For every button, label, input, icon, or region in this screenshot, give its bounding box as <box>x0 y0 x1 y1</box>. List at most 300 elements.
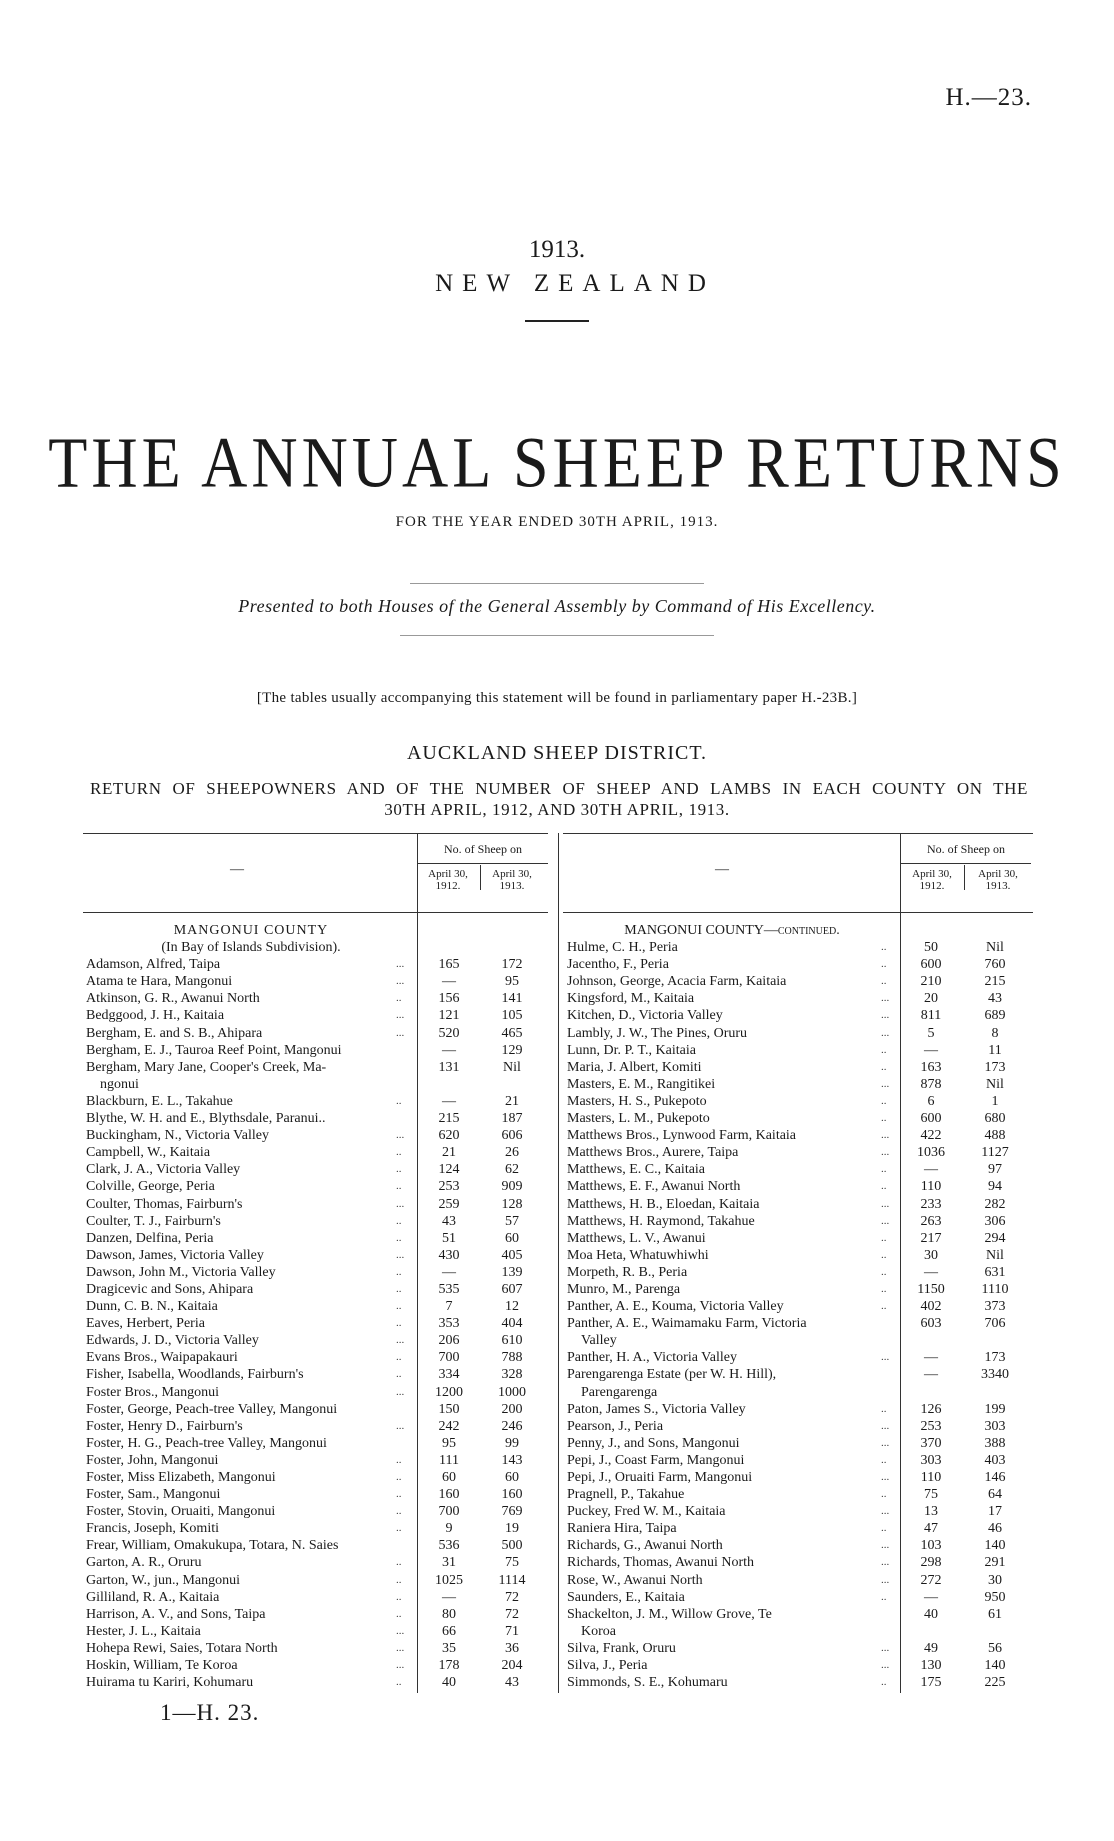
leader-dots: .. <box>396 1590 402 1603</box>
count-1912: 156 <box>438 991 460 1007</box>
table-row <box>86 1264 546 1281</box>
table-row <box>567 1640 1033 1657</box>
table-row <box>86 973 546 990</box>
owner-name: Panther, H. A., Victoria Valley <box>567 1350 737 1366</box>
table-row <box>567 1623 1033 1640</box>
leader-dots: .. <box>396 1368 402 1381</box>
owner-name: Dragicevic and Sons, Ahipara <box>86 1281 254 1297</box>
count-1912: 50 <box>924 940 938 956</box>
owner-name: Silva, Frank, Oruru <box>567 1640 676 1656</box>
note: [The tables usually accompanying this statement will be found in parliamentary paper H.-23B.] <box>256 690 858 706</box>
table-row <box>86 1315 546 1332</box>
leader-dots: ... <box>396 1385 405 1398</box>
count-1912: 80 <box>442 1606 456 1622</box>
owner-name: Saunders, E., Kaitaia <box>567 1589 685 1605</box>
owner-name: Danzen, Delfina, Peria <box>86 1230 214 1246</box>
group-header: No. of Sheep on <box>927 842 1005 856</box>
leader-dots: .. <box>396 1522 402 1535</box>
owner-name: Lunn, Dr. P. T., Kaitaia <box>567 1042 696 1058</box>
count-1912: 620 <box>438 1128 460 1144</box>
table-row <box>567 1025 1033 1042</box>
leader-dots: .. <box>881 1163 887 1176</box>
count-1913: 788 <box>501 1350 523 1366</box>
count-1913: 56 <box>988 1640 1002 1656</box>
count-1913: 57 <box>505 1213 519 1229</box>
count-1913: 61 <box>988 1606 1002 1622</box>
leader-dots: .. <box>396 1471 402 1483</box>
count-1913: 62 <box>505 1162 519 1178</box>
leader-dots: .. <box>396 1214 402 1227</box>
leader-dots: ... <box>396 1641 405 1654</box>
table-top-rule <box>563 833 1033 834</box>
table-row <box>567 1657 1033 1674</box>
table-row <box>567 1315 1033 1332</box>
count-1913: 60 <box>505 1230 519 1246</box>
count-1912: — <box>442 1264 456 1280</box>
count-1913: 607 <box>501 1281 523 1297</box>
owner-name: Parengarenga Estate (per W. H. Hill), <box>567 1367 777 1383</box>
owner-name: Dawson, John M., Victoria Valley <box>86 1264 276 1280</box>
count-1913: Nil <box>986 1247 1004 1263</box>
table-header-dash: — <box>715 862 729 877</box>
owner-name: Eaves, Herbert, Peria <box>86 1316 205 1332</box>
leader-dots: ... <box>881 1573 890 1586</box>
count-1913: 11 <box>988 1042 1002 1058</box>
owner-name: Bedggood, J. H., Kaitaia <box>86 1008 225 1024</box>
leader-dots: .. <box>396 1676 402 1689</box>
table-row <box>567 1537 1033 1554</box>
count-1912: 298 <box>920 1555 942 1571</box>
table-row <box>567 1674 1033 1691</box>
count-1913: 60 <box>505 1470 519 1485</box>
owner-name: Campbell, W., Kaitaia <box>86 1145 211 1161</box>
count-1913: 610 <box>501 1333 523 1349</box>
count-1912: 700 <box>438 1504 460 1520</box>
leader-dots: .. <box>396 1163 402 1176</box>
page-title: THE ANNUAL SHEEP RETURNS <box>48 422 1066 503</box>
count-1913: 19 <box>505 1521 519 1537</box>
owner-name: Silva, J., Peria <box>567 1658 648 1674</box>
owner-name: Evans Bros., Waipapakauri <box>86 1350 238 1366</box>
count-1912: 121 <box>438 1008 460 1024</box>
count-1913: 403 <box>984 1452 1006 1468</box>
table-row <box>86 1537 546 1554</box>
count-1913: 95 <box>505 974 519 990</box>
count-1913: 72 <box>505 1606 519 1622</box>
table-header-rule <box>83 912 548 913</box>
table-row <box>567 1503 1033 1520</box>
owner-name: Bergham, E. J., Tauroa Reef Point, Mangonui <box>86 1042 342 1058</box>
owner-name: Munro, M., Parenga <box>567 1281 681 1297</box>
table-row <box>86 1349 546 1366</box>
count-1913: 1127 <box>981 1145 1009 1161</box>
count-1912: 13 <box>924 1504 938 1520</box>
owner-name: Foster, H. G., Peach-tree Valley, Mangonui <box>86 1435 327 1451</box>
leader-dots: ... <box>881 1556 890 1569</box>
leader-dots: ... <box>881 1009 890 1022</box>
leader-dots: ... <box>396 1419 405 1432</box>
count-1913: 1114 <box>498 1572 526 1588</box>
table-row <box>567 1589 1033 1606</box>
leader-dots: .. <box>881 1265 887 1278</box>
leader-dots: ... <box>881 1641 890 1654</box>
owner-name: Clark, J. A., Victoria Valley <box>86 1162 241 1178</box>
owner-name: Bergham, E. and S. B., Ahipara <box>86 1025 263 1041</box>
leader-dots: ... <box>881 1436 890 1449</box>
table-row <box>86 1093 546 1110</box>
table-row <box>567 1435 1033 1452</box>
leader-dots: .. <box>881 1112 887 1125</box>
owner-name: Blackburn, E. L., Takahue <box>86 1093 233 1109</box>
leader-dots: ... <box>396 1659 405 1672</box>
owner-name: Fisher, Isabella, Woodlands, Fairburn's <box>86 1367 304 1383</box>
owner-name: Foster, Miss Elizabeth, Mangonui <box>86 1470 276 1485</box>
count-1912: — <box>924 1367 938 1383</box>
owner-name: Raniera Hira, Taipa <box>567 1521 677 1537</box>
count-1913: 282 <box>984 1196 1006 1212</box>
table-row <box>567 939 1033 956</box>
table-row <box>86 1486 546 1503</box>
leader-dots: .. <box>396 1180 402 1193</box>
owner-name: Atama te Hara, Mangonui <box>86 974 233 990</box>
section-heading <box>567 922 1033 939</box>
leader-dots: ... <box>396 1026 405 1039</box>
count-1912: 215 <box>438 1111 460 1127</box>
count-1912: 35 <box>442 1640 456 1656</box>
owner-name: Johnson, George, Acacia Farm, Kaitaia <box>567 974 787 990</box>
count-1913: 160 <box>501 1487 523 1503</box>
leader-dots: .. <box>396 1282 402 1295</box>
count-1913: 246 <box>501 1418 523 1434</box>
count-1913: 173 <box>984 1350 1006 1366</box>
count-1913: 294 <box>984 1230 1006 1246</box>
count-1913: 769 <box>501 1504 523 1520</box>
count-1913: 146 <box>984 1470 1006 1485</box>
leader-dots: .. <box>881 1522 887 1535</box>
count-1912: 5 <box>927 1025 935 1041</box>
count-1912: 163 <box>920 1059 942 1075</box>
table-row <box>567 1247 1033 1264</box>
table-row <box>86 1384 546 1401</box>
owner-name: Francis, Joseph, Komiti <box>86 1521 219 1537</box>
table-row <box>86 1520 546 1537</box>
table-row <box>86 1076 546 1093</box>
owner-name: Buckingham, N., Victoria Valley <box>86 1128 269 1144</box>
count-1912: 206 <box>438 1333 460 1349</box>
leader-dots: ... <box>396 1248 405 1261</box>
count-1912: 40 <box>924 1606 938 1622</box>
leader-dots: .. <box>396 1488 402 1501</box>
leader-dots: .. <box>881 1453 887 1466</box>
owner-name: Shackelton, J. M., Willow Grove, Te <box>567 1606 772 1622</box>
leader-dots: ... <box>881 1659 890 1672</box>
table-row <box>567 1281 1033 1298</box>
count-1912: — <box>924 1264 938 1280</box>
leader-dots: .. <box>396 1351 402 1364</box>
count-1913: Nil <box>503 1059 521 1075</box>
count-1913: 328 <box>501 1367 523 1383</box>
table-row <box>567 990 1033 1007</box>
count-1912: 47 <box>924 1521 938 1537</box>
table-row <box>86 1298 546 1315</box>
leader-dots: .. <box>881 1488 887 1501</box>
table-row <box>567 1606 1033 1623</box>
count-1912: — <box>442 1589 456 1605</box>
count-1913: 204 <box>501 1658 523 1674</box>
count-1913: 404 <box>501 1316 523 1332</box>
count-1912: — <box>442 974 456 990</box>
count-1912: 51 <box>442 1230 456 1246</box>
count-1913: 141 <box>501 991 523 1007</box>
leader-dots: ... <box>881 1214 890 1227</box>
divider <box>410 583 704 584</box>
table-row <box>567 1401 1033 1418</box>
leader-dots: .. <box>881 1180 887 1193</box>
count-1912: 210 <box>920 974 942 990</box>
table-row <box>567 1161 1033 1178</box>
owner-name: Matthews, E. C., Kaitaia <box>567 1162 706 1178</box>
table-row <box>86 1606 546 1623</box>
leader-dots: ... <box>881 1129 890 1142</box>
owner-name: Atkinson, G. R., Awanui North <box>86 991 260 1007</box>
table-row <box>86 1247 546 1264</box>
table-row <box>86 1469 546 1486</box>
count-1913: 200 <box>501 1401 523 1417</box>
owner-name: Hohepa Rewi, Saies, Totara North <box>86 1640 278 1656</box>
count-1912: — <box>924 1589 938 1605</box>
leader-dots: .. <box>881 1231 887 1244</box>
count-1913: 173 <box>984 1059 1006 1075</box>
owner-name: Kitchen, D., Victoria Valley <box>567 1008 723 1024</box>
owner-name: Parengarenga <box>581 1384 658 1400</box>
count-1912: 353 <box>438 1316 460 1332</box>
table-row <box>567 1366 1033 1383</box>
owner-name: Garton, A. R., Oruru <box>86 1555 202 1571</box>
owner-name: Matthews Bros., Aurere, Taipa <box>567 1145 739 1161</box>
count-1913: 291 <box>984 1555 1006 1571</box>
right-table-body <box>567 922 1033 1691</box>
table-row <box>86 1230 546 1247</box>
count-1912: 75 <box>924 1487 938 1503</box>
owner-name: Hester, J. L., Kaitaia <box>86 1623 201 1639</box>
owner-name: Frear, William, Omakukupa, Totara, N. Saies <box>86 1538 339 1554</box>
leader-dots: ... <box>881 1471 890 1483</box>
owner-name: Blythe, W. H. and E., Blythsdale, Paranui.. <box>86 1111 326 1127</box>
count-1913: 215 <box>984 974 1006 990</box>
count-1912: 520 <box>438 1025 460 1041</box>
count-1912: 95 <box>442 1435 456 1451</box>
owner-name: Morpeth, R. B., Peria <box>567 1264 688 1280</box>
table-row <box>86 1127 546 1144</box>
leader-dots: .. <box>881 1094 887 1107</box>
owner-name: Richards, Thomas, Awanui North <box>567 1555 755 1571</box>
count-1913: 30 <box>988 1572 1002 1588</box>
count-1912: 402 <box>920 1299 942 1315</box>
table-row <box>86 1007 546 1024</box>
table-row <box>567 1042 1033 1059</box>
owner-name: Adamson, Alfred, Taipa <box>86 957 221 973</box>
count-1913: 488 <box>984 1128 1006 1144</box>
count-1913: 909 <box>501 1179 523 1195</box>
count-1913: 99 <box>505 1435 519 1451</box>
table-top-rule <box>83 833 548 834</box>
presented-line: Presented to both Houses of the General Assembly by Command of His Excellency. <box>238 596 876 616</box>
count-1912: 150 <box>438 1401 460 1417</box>
table-row <box>567 1230 1033 1247</box>
count-1912: — <box>924 1162 938 1178</box>
leader-dots: ... <box>396 1334 405 1347</box>
count-1912: 103 <box>920 1538 942 1554</box>
table-row <box>567 1349 1033 1366</box>
count-1912: 272 <box>920 1572 942 1588</box>
count-1912: 7 <box>445 1299 453 1315</box>
leader-dots: .. <box>881 941 887 954</box>
owner-name: Matthews, E. F., Awanui North <box>567 1179 741 1195</box>
owner-name: Pepi, J., Oruaiti Farm, Mangonui <box>567 1470 753 1485</box>
count-1912: 130 <box>920 1658 942 1674</box>
leader-dots: ... <box>881 1539 890 1552</box>
count-1913: 1 <box>991 1093 999 1109</box>
leader-dots: ... <box>396 1624 405 1637</box>
table-row <box>86 1418 546 1435</box>
count-1912: 160 <box>438 1487 460 1503</box>
count-1913: 187 <box>501 1111 523 1127</box>
owner-name: Koroa <box>581 1623 616 1639</box>
count-1913: 72 <box>505 1589 519 1605</box>
owner-name: Pragnell, P., Takahue <box>567 1487 685 1503</box>
count-1912: 878 <box>920 1076 942 1092</box>
count-1912: 6 <box>927 1093 935 1109</box>
leader-dots: .. <box>881 1402 887 1415</box>
return-heading-line1: RETURN OF SHEEPOWNERS AND OF THE NUMBER OF SHEEP AND LAMBS IN EACH COUNTY ON THE <box>90 779 1028 798</box>
count-1913: Nil <box>986 1076 1004 1092</box>
count-1913: 172 <box>501 957 523 973</box>
count-1913: 373 <box>984 1299 1006 1315</box>
district-heading: AUCKLAND SHEEP DISTRICT. <box>406 742 708 764</box>
count-1913: 760 <box>984 957 1006 973</box>
count-1913: Nil <box>986 940 1004 956</box>
leader-dots: ... <box>881 1197 890 1210</box>
leader-dots: ... <box>881 992 890 1005</box>
owner-name: Bergham, Mary Jane, Cooper's Creek, Ma- <box>86 1059 327 1075</box>
owner-name: Pearson, J., Peria <box>567 1418 664 1434</box>
owner-name: Foster, John, Mangonui <box>86 1452 219 1468</box>
count-1913: 3340 <box>981 1367 1009 1383</box>
owner-name: Jacentho, F., Peria <box>567 957 669 973</box>
table-header-rule <box>563 912 1033 913</box>
owner-name: ngonui <box>100 1076 139 1092</box>
table-row <box>567 1196 1033 1213</box>
count-1913: 689 <box>984 1008 1006 1024</box>
leader-dots: ... <box>881 1146 890 1159</box>
count-1913: 140 <box>984 1538 1006 1554</box>
leader-dots: .. <box>396 1505 402 1518</box>
leader-dots: .. <box>881 1060 887 1073</box>
owner-name: Huirama tu Kariri, Kohumaru <box>86 1675 254 1691</box>
count-1913: 105 <box>501 1008 523 1024</box>
table-row <box>567 1178 1033 1195</box>
divider <box>400 635 714 636</box>
count-1912: 20 <box>924 991 938 1007</box>
left-table-body <box>86 922 546 1691</box>
leader-dots: .. <box>881 975 887 988</box>
table-row <box>567 1332 1033 1349</box>
leader-dots: .. <box>881 1300 887 1313</box>
leader-dots: .. <box>881 1248 887 1261</box>
table-row <box>86 1572 546 1589</box>
count-1912: 600 <box>920 957 942 973</box>
count-1912: — <box>442 1093 456 1109</box>
owner-name: Coulter, Thomas, Fairburn's <box>86 1196 243 1212</box>
table-row <box>86 990 546 1007</box>
owner-name: Harrison, A. V., and Sons, Taipa <box>86 1606 266 1622</box>
count-1912: 263 <box>920 1213 942 1229</box>
county-heading: (In Bay of Islands Subdivision). <box>161 940 341 956</box>
table-row <box>567 1418 1033 1435</box>
count-1913: 1000 <box>498 1384 526 1400</box>
count-1912: 259 <box>438 1196 460 1212</box>
leader-dots: .. <box>881 1043 887 1056</box>
group-header: No. of Sheep on <box>444 842 522 856</box>
section-heading <box>86 939 546 956</box>
count-1913: 500 <box>501 1538 523 1554</box>
count-1912: 811 <box>920 1008 942 1024</box>
count-1912: 9 <box>445 1521 453 1537</box>
table-row <box>567 1486 1033 1503</box>
table-row <box>86 1452 546 1469</box>
table-row <box>567 1127 1033 1144</box>
count-1912: — <box>924 1042 938 1058</box>
count-1912: 217 <box>920 1230 942 1246</box>
count-1913: 64 <box>988 1487 1002 1503</box>
owner-name: Lambly, J. W., The Pines, Oruru <box>567 1025 748 1041</box>
owner-name: Paton, James S., Victoria Valley <box>567 1401 746 1417</box>
count-1912: — <box>924 1350 938 1366</box>
count-1912: 233 <box>920 1196 942 1212</box>
owner-name: Hulme, C. H., Peria <box>567 940 678 956</box>
table-row <box>86 1674 546 1691</box>
leader-dots: ... <box>396 1197 405 1210</box>
count-1912: 242 <box>438 1418 460 1434</box>
owner-name: Foster, Henry D., Fairburn's <box>86 1418 243 1434</box>
paper-code: H.—23. <box>945 84 1032 111</box>
count-1913: 139 <box>501 1264 523 1280</box>
table-row <box>86 1503 546 1520</box>
leader-dots: .. <box>396 1607 402 1620</box>
table-row <box>86 1161 546 1178</box>
count-1912: 334 <box>438 1367 460 1383</box>
leader-dots: .. <box>881 1282 887 1295</box>
table-row <box>567 1076 1033 1093</box>
owner-name: Foster, Stovin, Oruaiti, Mangonui <box>86 1504 276 1520</box>
count-1913: 71 <box>505 1623 519 1639</box>
table-row <box>86 1435 546 1452</box>
table-row <box>86 1640 546 1657</box>
table-row <box>567 1059 1033 1076</box>
leader-dots: .. <box>396 1146 402 1159</box>
leader-dots: .. <box>396 1231 402 1244</box>
count-1913: 46 <box>988 1521 1002 1537</box>
table-row <box>86 1025 546 1042</box>
owner-name: Matthews, L. V., Awanui <box>567 1230 706 1246</box>
table-row <box>86 1144 546 1161</box>
return-heading-line2: 30TH APRIL, 1912, AND 30TH APRIL, 1913. <box>384 800 730 819</box>
count-1912: 43 <box>442 1213 456 1229</box>
count-1912: 603 <box>920 1316 942 1332</box>
table-row <box>567 1520 1033 1537</box>
col-header-1913: April 30, 1913. <box>978 868 1018 892</box>
owner-name: Hoskin, William, Te Koroa <box>86 1658 238 1674</box>
